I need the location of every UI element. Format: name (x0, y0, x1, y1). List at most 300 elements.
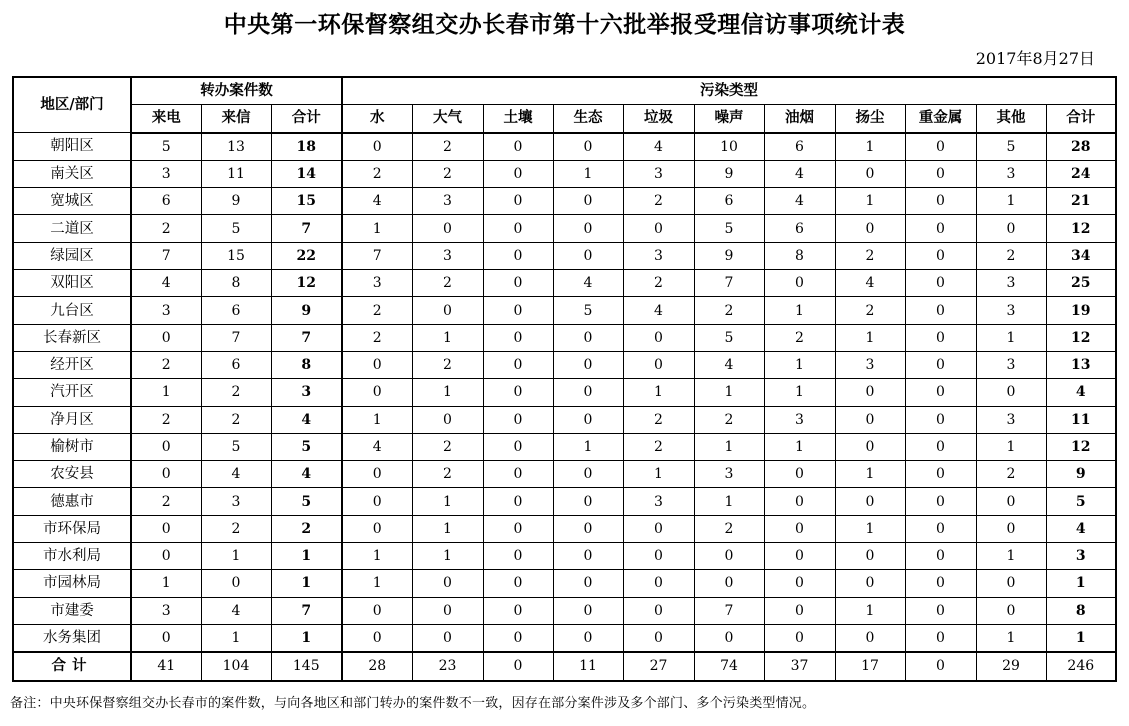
table-row (13, 379, 1116, 406)
region-name: 汽开区 (13, 379, 131, 406)
table-row (13, 488, 1116, 515)
table-body (13, 133, 1116, 681)
cell-value: 2 (623, 270, 694, 297)
cell-value: 0 (412, 597, 483, 624)
cell-value: 0 (483, 133, 553, 161)
region-name: 榆树市 (13, 433, 131, 460)
cell-value: 3 (201, 488, 271, 515)
cell-value: 1 (835, 188, 905, 215)
cell-value: 0 (553, 570, 623, 597)
cell-value: 0 (694, 570, 764, 597)
cell-value: 37 (764, 652, 835, 680)
region-name: 南关区 (13, 160, 131, 187)
cell-value: 6 (201, 297, 271, 324)
cell-value: 0 (131, 624, 201, 652)
cell-value: 9 (201, 188, 271, 215)
cell-value: 0 (201, 570, 271, 597)
region-name: 净月区 (13, 406, 131, 433)
cell-value: 0 (764, 270, 835, 297)
cell-value: 2 (835, 297, 905, 324)
cell-value: 12 (1046, 215, 1116, 242)
cell-value: 2 (201, 406, 271, 433)
region-name: 市园林局 (13, 570, 131, 597)
cell-value: 4 (623, 297, 694, 324)
cell-value: 27 (623, 652, 694, 680)
cell-value: 145 (271, 652, 342, 680)
cell-value: 1 (764, 297, 835, 324)
cell-value: 1 (623, 379, 694, 406)
cell-value: 11 (553, 652, 623, 680)
header-pollution-5: 噪声 (694, 105, 764, 133)
cell-value: 5 (1046, 488, 1116, 515)
cell-value: 1 (1046, 570, 1116, 597)
cell-value: 2 (342, 324, 412, 351)
table-row (13, 133, 1116, 161)
cell-value: 2 (694, 406, 764, 433)
cell-value: 0 (342, 379, 412, 406)
cell-value: 2 (131, 215, 201, 242)
cell-value: 34 (1046, 242, 1116, 269)
header-pollution-3: 生态 (553, 105, 623, 133)
cell-value: 2 (201, 515, 271, 542)
header-region: 地区/部门 (13, 77, 131, 133)
cell-value: 6 (764, 215, 835, 242)
cell-value: 2 (412, 133, 483, 161)
cell-value: 1 (835, 461, 905, 488)
cell-value: 4 (201, 461, 271, 488)
cell-value: 3 (131, 160, 201, 187)
cell-value: 4 (201, 597, 271, 624)
cell-value: 19 (1046, 297, 1116, 324)
cell-value: 22 (271, 242, 342, 269)
cell-value: 0 (483, 652, 553, 680)
cell-value: 0 (905, 160, 976, 187)
cell-value: 0 (553, 488, 623, 515)
cell-value: 0 (483, 461, 553, 488)
cell-value: 1 (131, 570, 201, 597)
table-row (13, 297, 1116, 324)
cell-value: 1 (412, 324, 483, 351)
cell-value: 1 (342, 543, 412, 570)
cell-value: 3 (271, 379, 342, 406)
cell-value: 4 (764, 188, 835, 215)
cell-value: 5 (201, 215, 271, 242)
region-name: 九台区 (13, 297, 131, 324)
cell-value: 0 (553, 133, 623, 161)
cell-value: 0 (342, 351, 412, 378)
cell-value: 0 (342, 597, 412, 624)
cell-value: 2 (131, 406, 201, 433)
cell-value: 1 (976, 188, 1046, 215)
cell-value: 7 (694, 270, 764, 297)
cell-value: 0 (553, 597, 623, 624)
cell-value: 13 (201, 133, 271, 161)
table-row (13, 570, 1116, 597)
cell-value: 3 (342, 270, 412, 297)
statistics-table (12, 76, 1117, 682)
cell-value: 7 (271, 324, 342, 351)
cell-value: 7 (694, 597, 764, 624)
cell-value: 1 (412, 515, 483, 542)
cell-value: 2 (623, 406, 694, 433)
cell-value: 0 (905, 215, 976, 242)
cell-value: 5 (271, 488, 342, 515)
cell-value: 3 (694, 461, 764, 488)
cell-value: 0 (483, 624, 553, 652)
cell-value: 9 (694, 242, 764, 269)
cell-value: 0 (553, 242, 623, 269)
cell-value: 0 (553, 515, 623, 542)
table-row (13, 215, 1116, 242)
cell-value: 0 (764, 461, 835, 488)
cell-value: 3 (764, 406, 835, 433)
cell-value: 3 (623, 242, 694, 269)
cell-value: 4 (131, 270, 201, 297)
cell-value: 9 (271, 297, 342, 324)
header-transfer-group: 转办案件数 (131, 77, 342, 105)
cell-value: 2 (412, 270, 483, 297)
cell-value: 0 (905, 270, 976, 297)
header-transfer-0: 来电 (131, 105, 201, 133)
cell-value: 3 (976, 406, 1046, 433)
table-row (13, 433, 1116, 460)
cell-value: 15 (201, 242, 271, 269)
header-transfer-2: 合计 (271, 105, 342, 133)
header-transfer-1: 来信 (201, 105, 271, 133)
cell-value: 3 (835, 351, 905, 378)
cell-value: 28 (342, 652, 412, 680)
cell-value: 1 (976, 543, 1046, 570)
cell-value: 5 (271, 433, 342, 460)
region-name: 市水利局 (13, 543, 131, 570)
cell-value: 0 (553, 351, 623, 378)
cell-value: 0 (553, 461, 623, 488)
cell-value: 0 (483, 597, 553, 624)
cell-value: 9 (1046, 461, 1116, 488)
table-row (13, 624, 1116, 652)
cell-value: 0 (976, 215, 1046, 242)
cell-value: 4 (553, 270, 623, 297)
cell-value: 0 (131, 433, 201, 460)
cell-value: 2 (131, 488, 201, 515)
cell-value: 24 (1046, 160, 1116, 187)
cell-value: 0 (483, 242, 553, 269)
cell-value: 0 (764, 624, 835, 652)
table-row (13, 242, 1116, 269)
cell-value: 4 (694, 351, 764, 378)
cell-value: 4 (623, 133, 694, 161)
region-name: 农安县 (13, 461, 131, 488)
cell-value: 0 (764, 543, 835, 570)
table-row (13, 160, 1116, 187)
cell-value: 0 (553, 543, 623, 570)
cell-value: 0 (835, 406, 905, 433)
cell-value: 0 (694, 624, 764, 652)
cell-value: 1 (342, 406, 412, 433)
region-name: 德惠市 (13, 488, 131, 515)
cell-value: 2 (412, 351, 483, 378)
cell-value: 3 (1046, 543, 1116, 570)
cell-value: 15 (271, 188, 342, 215)
cell-value: 0 (342, 461, 412, 488)
cell-value: 25 (1046, 270, 1116, 297)
cell-value: 5 (694, 324, 764, 351)
cell-value: 1 (271, 570, 342, 597)
cell-value: 0 (905, 433, 976, 460)
cell-value: 1 (764, 433, 835, 460)
cell-value: 5 (553, 297, 623, 324)
table-row (13, 324, 1116, 351)
header-pollution-group: 污染类型 (342, 77, 1116, 105)
region-name: 绿园区 (13, 242, 131, 269)
cell-value: 1 (694, 488, 764, 515)
cell-value: 18 (271, 133, 342, 161)
cell-value: 0 (623, 515, 694, 542)
cell-value: 0 (483, 270, 553, 297)
cell-value: 0 (483, 188, 553, 215)
cell-value: 1 (271, 543, 342, 570)
cell-value: 0 (835, 543, 905, 570)
cell-value: 0 (623, 215, 694, 242)
cell-value: 0 (342, 488, 412, 515)
cell-value: 2 (131, 351, 201, 378)
cell-value: 0 (623, 543, 694, 570)
cell-value: 4 (342, 188, 412, 215)
table-row (13, 270, 1116, 297)
cell-value: 1 (342, 570, 412, 597)
footnote: 备注：中央环保督察组交办长春市的案件数，与向各地区和部门转办的案件数不一致，因存在部分案件涉及多个部门、多个污染类型情况。 (10, 696, 816, 711)
cell-value: 6 (201, 351, 271, 378)
table-row (13, 461, 1116, 488)
cell-value: 0 (131, 461, 201, 488)
cell-value: 0 (483, 433, 553, 460)
cell-value: 1 (835, 324, 905, 351)
cell-value: 1 (553, 160, 623, 187)
region-name: 二道区 (13, 215, 131, 242)
cell-value: 0 (483, 324, 553, 351)
cell-value: 7 (201, 324, 271, 351)
total-row (13, 652, 1116, 680)
cell-value: 0 (976, 597, 1046, 624)
cell-value: 2 (412, 433, 483, 460)
cell-value: 0 (412, 406, 483, 433)
cell-value: 0 (764, 515, 835, 542)
cell-value: 7 (131, 242, 201, 269)
cell-value: 11 (1046, 406, 1116, 433)
cell-value: 14 (271, 160, 342, 187)
cell-value: 1 (131, 379, 201, 406)
cell-value: 1 (694, 379, 764, 406)
cell-value: 0 (835, 488, 905, 515)
cell-value: 0 (131, 324, 201, 351)
table-row (13, 188, 1116, 215)
cell-value: 4 (835, 270, 905, 297)
region-name: 经开区 (13, 351, 131, 378)
cell-value: 12 (271, 270, 342, 297)
cell-value: 6 (131, 188, 201, 215)
cell-value: 29 (976, 652, 1046, 680)
report-date: 2017年8月27日 (975, 49, 1095, 68)
cell-value: 0 (905, 297, 976, 324)
table-row (13, 515, 1116, 542)
cell-value: 0 (623, 351, 694, 378)
cell-value: 0 (483, 543, 553, 570)
cell-value: 6 (694, 188, 764, 215)
cell-value: 4 (1046, 379, 1116, 406)
cell-value: 0 (764, 597, 835, 624)
region-name: 市建委 (13, 597, 131, 624)
header-pollution-2: 土壤 (483, 105, 553, 133)
cell-value: 4 (764, 160, 835, 187)
cell-value: 0 (483, 406, 553, 433)
cell-value: 3 (976, 351, 1046, 378)
region-name: 水务集团 (13, 624, 131, 652)
cell-value: 1 (1046, 624, 1116, 652)
cell-value: 0 (623, 570, 694, 597)
cell-value: 3 (976, 297, 1046, 324)
cell-value: 2 (623, 188, 694, 215)
cell-value: 1 (976, 624, 1046, 652)
cell-value: 5 (694, 215, 764, 242)
cell-value: 0 (905, 515, 976, 542)
region-name: 长春新区 (13, 324, 131, 351)
cell-value: 0 (553, 624, 623, 652)
region-name: 宽城区 (13, 188, 131, 215)
cell-value: 0 (131, 543, 201, 570)
cell-value: 3 (131, 297, 201, 324)
cell-value: 12 (1046, 433, 1116, 460)
cell-value: 1 (976, 433, 1046, 460)
cell-value: 1 (342, 215, 412, 242)
header-pollution-6: 油烟 (764, 105, 835, 133)
cell-value: 2 (694, 515, 764, 542)
cell-value: 0 (835, 570, 905, 597)
cell-value: 1 (271, 624, 342, 652)
cell-value: 1 (553, 433, 623, 460)
cell-value: 3 (623, 488, 694, 515)
cell-value: 0 (623, 624, 694, 652)
cell-value: 4 (271, 461, 342, 488)
cell-value: 0 (131, 515, 201, 542)
cell-value: 246 (1046, 652, 1116, 680)
cell-value: 8 (764, 242, 835, 269)
cell-value: 0 (905, 543, 976, 570)
cell-value: 0 (412, 215, 483, 242)
cell-value: 5 (201, 433, 271, 460)
cell-value: 4 (271, 406, 342, 433)
header-pollution-4: 垃圾 (623, 105, 694, 133)
cell-value: 0 (905, 351, 976, 378)
cell-value: 7 (342, 242, 412, 269)
cell-value: 0 (553, 379, 623, 406)
cell-value: 1 (201, 543, 271, 570)
cell-value: 0 (483, 297, 553, 324)
cell-value: 0 (483, 488, 553, 515)
cell-value: 0 (905, 570, 976, 597)
header-pollution-10: 合计 (1046, 105, 1116, 133)
cell-value: 1 (201, 624, 271, 652)
cell-value: 0 (905, 597, 976, 624)
cell-value: 0 (835, 160, 905, 187)
cell-value: 0 (905, 406, 976, 433)
total-label: 合计 (13, 652, 131, 680)
cell-value: 10 (694, 133, 764, 161)
cell-value: 0 (623, 597, 694, 624)
cell-value: 28 (1046, 133, 1116, 161)
cell-value: 0 (342, 624, 412, 652)
cell-value: 8 (1046, 597, 1116, 624)
cell-value: 0 (412, 570, 483, 597)
cell-value: 74 (694, 652, 764, 680)
cell-value: 1 (764, 351, 835, 378)
cell-value: 1 (835, 133, 905, 161)
cell-value: 17 (835, 652, 905, 680)
cell-value: 2 (835, 242, 905, 269)
table-row (13, 406, 1116, 433)
cell-value: 0 (905, 242, 976, 269)
header-pollution-9: 其他 (976, 105, 1046, 133)
cell-value: 2 (271, 515, 342, 542)
cell-value: 6 (764, 133, 835, 161)
cell-value: 0 (905, 133, 976, 161)
cell-value: 0 (483, 351, 553, 378)
cell-value: 0 (905, 379, 976, 406)
cell-value: 2 (976, 461, 1046, 488)
cell-value: 0 (905, 624, 976, 652)
cell-value: 0 (342, 515, 412, 542)
cell-value: 0 (553, 215, 623, 242)
cell-value: 2 (201, 379, 271, 406)
cell-value: 0 (835, 379, 905, 406)
cell-value: 0 (342, 133, 412, 161)
cell-value: 0 (694, 543, 764, 570)
cell-value: 0 (764, 570, 835, 597)
cell-value: 4 (342, 433, 412, 460)
region-name: 朝阳区 (13, 133, 131, 161)
cell-value: 0 (553, 406, 623, 433)
cell-value: 0 (905, 188, 976, 215)
cell-value: 5 (976, 133, 1046, 161)
header-pollution-0: 水 (342, 105, 412, 133)
cell-value: 4 (1046, 515, 1116, 542)
cell-value: 0 (905, 652, 976, 680)
cell-value: 23 (412, 652, 483, 680)
cell-value: 3 (412, 188, 483, 215)
cell-value: 2 (623, 433, 694, 460)
cell-value: 8 (201, 270, 271, 297)
cell-value: 2 (764, 324, 835, 351)
cell-value: 1 (623, 461, 694, 488)
table-row (13, 543, 1116, 570)
cell-value: 3 (976, 270, 1046, 297)
table-row (13, 351, 1116, 378)
cell-value: 1 (694, 433, 764, 460)
cell-value: 0 (412, 624, 483, 652)
cell-value: 0 (976, 488, 1046, 515)
cell-value: 2 (342, 160, 412, 187)
header-pollution-8: 重金属 (905, 105, 976, 133)
subheader-row (13, 105, 1116, 133)
cell-value: 104 (201, 652, 271, 680)
cell-value: 13 (1046, 351, 1116, 378)
cell-value: 0 (483, 379, 553, 406)
cell-value: 1 (764, 379, 835, 406)
header-pollution-1: 大气 (412, 105, 483, 133)
cell-value: 0 (905, 488, 976, 515)
cell-value: 0 (764, 488, 835, 515)
cell-value: 0 (905, 324, 976, 351)
cell-value: 0 (412, 297, 483, 324)
